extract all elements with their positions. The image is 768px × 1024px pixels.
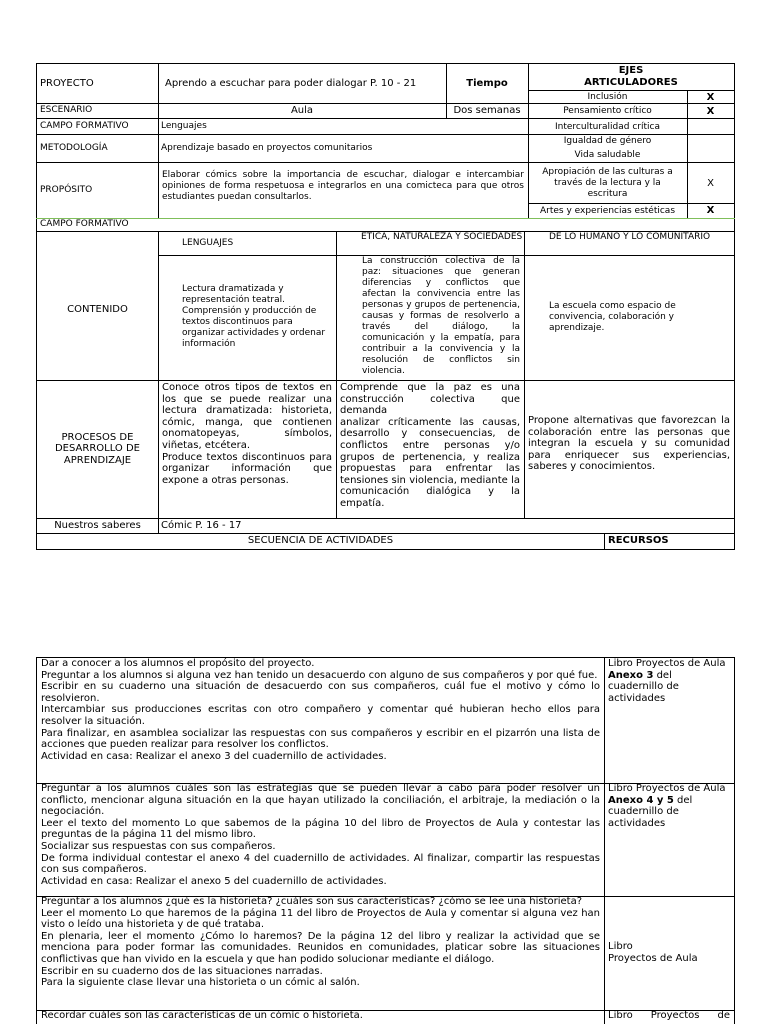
resource-cell: Libro Proyectos de Aula bbox=[604, 896, 735, 1011]
eje-label: Vida saludable bbox=[528, 147, 688, 163]
header-humano: DE LO HUMANO Y LO COMUNITARIO bbox=[524, 231, 735, 256]
eje-label: Pensamiento crítico bbox=[528, 103, 688, 119]
contenido-etica: La construcción colectiva de la paz: situaciones que generan diferencias y conflictos que afectan la convivencia entre las personas y grupos de pertenencia, causas y formas de resolverlo a través del diálogo, la comunicación y la empatía, para contribuir a la convivencia y la resolución de conflictos sin violencia. bbox=[336, 255, 525, 381]
eje-label: Inclusión bbox=[528, 90, 688, 104]
procesos-humano: Propone alternativas que favorezcan la colaboración entre las personas que integran la escuela y su comunidad para enriquecer sus experiencias, saberes y conocimientos. bbox=[524, 380, 735, 519]
proposito-label: PROPÓSITO bbox=[36, 162, 159, 219]
proposito-value: Elaborar cómics sobre la importancia de escuchar, dialogar e intercambiar opiniones de forma respetuosa e integrarlos en una comicteca para que otros estudiantes puedan consultarlos. bbox=[158, 162, 529, 204]
green-rule bbox=[36, 218, 735, 219]
eje-label: Apropiación de las culturas a través de la lectura y la escritura bbox=[528, 162, 688, 204]
procesos-lenguajes: Conoce otros tipos de textos en los que se puede realizar una lectura dramatizada: historieta, cómic, manga, que contienen onomatopeyas, símbolos, viñetas, etcétera. Produce textos discontinuos para organizar información que expone a otras personas. bbox=[158, 380, 337, 519]
eje-label: Interculturalidad crítica bbox=[528, 118, 688, 135]
eje-label: Artes y experiencias estéticas bbox=[528, 203, 688, 219]
eje-mark bbox=[687, 134, 735, 148]
eje-mark: X bbox=[687, 162, 735, 204]
resource-cell: Libro Proyectos de bbox=[604, 1010, 735, 1024]
activity-cell: Preguntar a los alumnos ¿qué es la historieta? ¿cuáles son sus características? ¿cómo se lee una historieta? Leer el momento Lo que haremos de la página 11 del libro de Proyectos de Aula y comentar si alguna vez han visto o leído una historieta y de qué trataba. En plenaria, leer el momento ¿Cómo lo haremos? De la página 12 del libro y realizar la actividad que se menciona para poder formar las comunidades. Reunidos en comunidades, platicar sobre las situaciones conflictivas que han vivido en la escuela y que han podido solucionar mediante el diálogo. Escribir en su cuaderno dos de las situaciones narradas. Para la siguiente clase llevar una historieta o un cómic al salón. bbox=[36, 896, 605, 1011]
escenario-label: ESCENARIO bbox=[36, 103, 159, 119]
campo-formativo-label: CAMPO FORMATIVO bbox=[36, 118, 159, 135]
metodologia-value: Aprendizaje basado en proyectos comunitarios bbox=[158, 134, 529, 163]
ejes-header: EJES ARTICULADORES bbox=[528, 63, 735, 90]
activity-cell: Dar a conocer a los alumnos el propósito del proyecto. Preguntar a los alumnos si alguna vez han tenido un desacuerdo con alguno de sus compañeros y por qué fue. Escribir en su cuaderno una situación de desacuerdo con sus compañeros, cuál fue el motivo y cómo lo resolvieron. Intercambiar sus producciones escritas con otro compañero y comentar qué hubieran hecho ellos para resolver la situación. Para finalizar, en asamblea socializar las respuestas con sus compañeros y escribir en el pizarrón una lista de acciones que pueden realizar para resolver los conflictos. Actividad en casa: Realizar el anexo 3 del cuadernillo de actividades. bbox=[36, 657, 605, 784]
secuencia-label: SECUENCIA DE ACTIVIDADES bbox=[36, 533, 605, 550]
proyecto-value: Aprendo a escuchar para poder dialogar P. 10 - 21 bbox=[158, 63, 447, 104]
eje-mark: X bbox=[687, 203, 735, 219]
eje-mark bbox=[687, 147, 735, 163]
header-lenguajes: LENGUAJES bbox=[158, 231, 337, 256]
header-etica: ETICA, NATURALEZA Y SOCIEDADES bbox=[336, 231, 525, 256]
eje-mark bbox=[687, 118, 735, 135]
eje-mark: X bbox=[687, 90, 735, 104]
recursos-label: RECURSOS bbox=[604, 533, 735, 550]
tiempo-value: Dos semanas bbox=[446, 103, 529, 119]
procesos-etica: Comprende que la paz es una construcción colectiva que demanda analizar críticamente las causas, desarrollo y consecuencias, de conflictos entre personas y/o grupos de pertenencia, y realiza propuestas para enfrentar las tensiones sin violencia, mediante la comunicación dialógica y la empatía. bbox=[336, 380, 525, 519]
eje-label: Igualdad de género bbox=[528, 134, 688, 148]
proyecto-label: PROYECTO bbox=[36, 63, 159, 104]
campo-formativo-row: CAMPO FORMATIVO bbox=[36, 218, 735, 232]
tiempo-label: Tiempo bbox=[446, 63, 529, 104]
saberes-value: Cómic P. 16 - 17 bbox=[158, 518, 735, 534]
escenario-value: Aula bbox=[158, 103, 447, 119]
contenido-label: CONTENIDO bbox=[67, 304, 128, 316]
proposito-spacer bbox=[158, 203, 529, 219]
procesos-label: PROCESOS DE DESARROLLO DE APRENDIZAJE bbox=[36, 380, 159, 519]
resource-cell: Libro Proyectos de Aula Anexo 4 y 5 del cuadernillo de actividades bbox=[604, 783, 735, 897]
contenido-humano: La escuela como espacio de convivencia, colaboración y aprendizaje. bbox=[524, 255, 735, 381]
activity-cell: Recordar cuáles son las características de un cómic o historieta. bbox=[36, 1010, 605, 1024]
contenido-lenguajes: Lectura dramatizada y representación teatral. Comprensión y producción de textos discontinuos para organizar actividades y ordenar información bbox=[158, 255, 337, 381]
campo-formativo-value: Lenguajes bbox=[158, 118, 529, 135]
activity-cell: Preguntar a los alumnos cuáles son las estrategias que se pueden llevar a cabo para poder resolver un conflicto, mencionar alguna situación en la que hayan utilizado la conciliación, el arbitraje, la mediación o la negociación. Leer el texto del momento Lo que sabemos de la página 10 del libro de Proyectos de Aula y contestar las preguntas de la página 11 del mismo libro. Socializar sus respuestas con sus compañeros. De forma individual contestar el anexo 4 del cuadernillo de actividades. Al finalizar, compartir las respuestas con sus compañeros. Actividad en casa: Realizar el anexo 5 del cuadernillo de actividades. bbox=[36, 783, 605, 897]
eje-mark: X bbox=[687, 103, 735, 119]
resource-cell: Libro Proyectos de Aula Anexo 3 del cuadernillo de actividades bbox=[604, 657, 735, 784]
saberes-label: Nuestros saberes bbox=[36, 518, 159, 534]
metodologia-label: METODOLOGÍA bbox=[36, 134, 159, 163]
